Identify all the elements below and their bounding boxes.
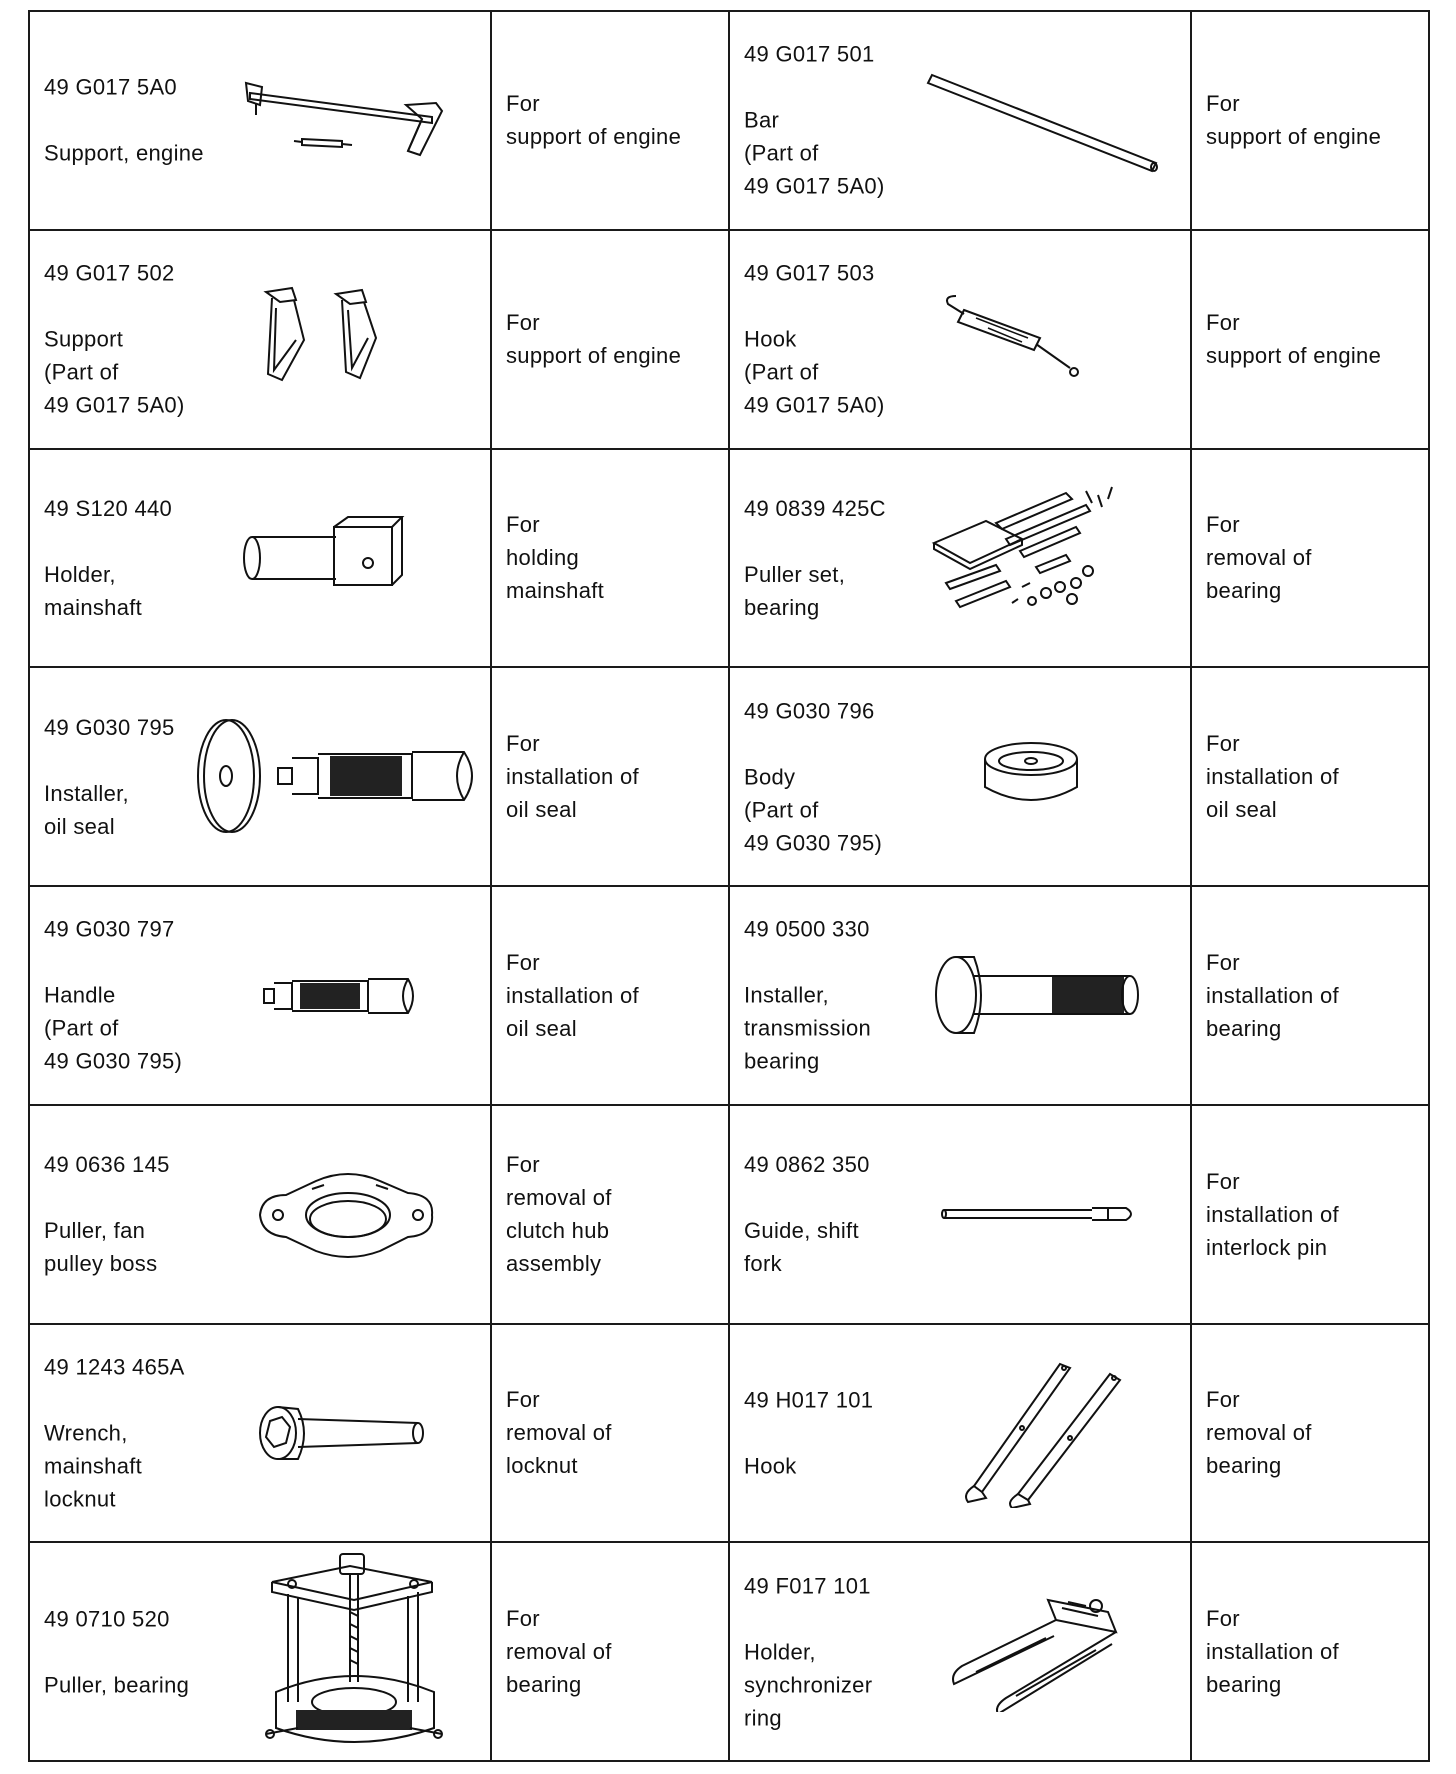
tool-cell	[729, 1324, 1191, 1543]
tool-name: Holder, synchronizer ring	[744, 1639, 873, 1731]
purpose-cell	[1191, 230, 1429, 449]
locknut-wrench-icon	[252, 1393, 432, 1473]
purpose-text: For installation of interlock pin	[1206, 1168, 1339, 1260]
purpose-text: For support of engine	[506, 310, 682, 369]
purpose-cell	[491, 1324, 729, 1543]
tool-name: Puller, bearing	[44, 1672, 190, 1698]
tool-cell	[729, 449, 1191, 668]
part-number: 49 G017 5A0	[44, 74, 177, 100]
tool-cell	[729, 667, 1191, 886]
tool-name: Puller, fan pulley boss	[44, 1218, 158, 1277]
tool-cell	[29, 886, 491, 1105]
purpose-text: For support of engine	[1206, 91, 1382, 150]
tool-row	[29, 11, 1429, 230]
handle-icon	[258, 965, 428, 1025]
purpose-text: For removal of bearing	[1206, 512, 1312, 604]
fan-pulley-puller-icon	[252, 1159, 442, 1269]
tool-name: Support, engine	[44, 140, 204, 166]
purpose-text: For holding mainshaft	[506, 512, 605, 604]
part-number: 49 0862 350	[744, 1152, 870, 1178]
tool-cell	[29, 667, 491, 886]
purpose-cell	[1191, 1324, 1429, 1543]
purpose-cell	[1191, 1105, 1429, 1324]
oil-seal-installer-icon	[182, 712, 492, 842]
tool-row	[29, 667, 1429, 886]
purpose-text: For installation of oil seal	[506, 949, 639, 1041]
purpose-text: For installation of oil seal	[506, 731, 639, 823]
tool-row	[29, 886, 1429, 1105]
tool-cell	[29, 449, 491, 668]
part-number: 49 G030 796	[744, 698, 875, 724]
bearing-hooks-icon	[952, 1358, 1132, 1508]
tool-cell	[29, 1105, 491, 1324]
purpose-cell	[491, 1105, 729, 1324]
part-number: 49 F017 101	[744, 1573, 871, 1599]
mainshaft-holder-icon	[232, 513, 412, 603]
purpose-cell	[491, 886, 729, 1105]
part-number: 49 G017 503	[744, 260, 875, 286]
purpose-text: For removal of locknut	[506, 1387, 612, 1479]
purpose-text: For installation of bearing	[1206, 949, 1339, 1041]
part-number: 49 1243 465A	[44, 1354, 185, 1380]
part-number: 49 0500 330	[744, 916, 870, 942]
tool-row	[29, 1324, 1429, 1543]
purpose-text: For installation of oil seal	[1206, 731, 1339, 823]
purpose-cell	[1191, 449, 1429, 668]
tool-row	[29, 1542, 1429, 1761]
tool-row	[29, 449, 1429, 668]
purpose-text: For support of engine	[1206, 310, 1382, 369]
engine-support-icon	[236, 75, 486, 165]
purpose-text: For removal of bearing	[1206, 1387, 1312, 1479]
support-hooks-icon	[252, 284, 412, 394]
part-number: 49 0636 145	[44, 1152, 170, 1178]
purpose-cell	[491, 449, 729, 668]
tool-cell	[29, 230, 491, 449]
purpose-text: For installation of bearing	[1206, 1606, 1339, 1698]
purpose-cell	[1191, 886, 1429, 1105]
special-tools-table	[28, 10, 1430, 1762]
tool-name: Installer, transmission bearing	[744, 982, 872, 1074]
part-number: 49 G030 795	[44, 714, 175, 740]
installer-body-icon	[976, 737, 1086, 817]
puller-set-icon	[926, 483, 1126, 633]
tool-name: Installer, oil seal	[44, 780, 129, 839]
tool-row	[29, 230, 1429, 449]
tool-row	[29, 1105, 1429, 1324]
tool-name: Hook (Part of 49 G017 5A0)	[744, 326, 885, 418]
tool-cell	[29, 11, 491, 230]
purpose-cell	[1191, 1542, 1429, 1761]
purpose-cell	[1191, 667, 1429, 886]
synchronizer-holder-icon	[936, 1592, 1136, 1712]
tool-name: Guide, shift fork	[744, 1218, 859, 1277]
purpose-text: For removal of clutch hub assembly	[506, 1152, 612, 1277]
tool-cell	[29, 1324, 491, 1543]
purpose-cell	[491, 11, 729, 230]
tool-name: Hook	[744, 1453, 797, 1479]
part-number: 49 G017 501	[744, 41, 875, 67]
tool-cell	[729, 230, 1191, 449]
shift-fork-guide-icon	[936, 1199, 1146, 1229]
hook-icon	[936, 284, 1096, 394]
part-number: 49 0710 520	[44, 1606, 170, 1632]
purpose-cell	[491, 1542, 729, 1761]
tool-name: Wrench, mainshaft locknut	[44, 1420, 143, 1512]
tool-name: Bar (Part of 49 G017 5A0)	[744, 107, 885, 199]
bearing-puller-icon	[258, 1552, 448, 1752]
tool-cell	[729, 11, 1191, 230]
part-number: 49 S120 440	[44, 495, 173, 521]
tool-name: Holder, mainshaft	[44, 561, 143, 620]
part-number: 49 G030 797	[44, 916, 175, 942]
tool-cell	[729, 886, 1191, 1105]
part-number: 49 G017 502	[44, 260, 175, 286]
tool-cell	[29, 1542, 491, 1761]
tool-name: Handle (Part of 49 G030 795)	[44, 982, 183, 1074]
purpose-cell	[491, 667, 729, 886]
part-number: 49 0839 425C	[744, 495, 886, 521]
purpose-text: For support of engine	[506, 91, 682, 150]
bearing-installer-icon	[930, 950, 1160, 1040]
purpose-text: For removal of bearing	[506, 1606, 612, 1698]
tool-name: Body (Part of 49 G030 795)	[744, 764, 883, 856]
purpose-cell	[1191, 11, 1429, 230]
tool-name: Puller set, bearing	[744, 561, 846, 620]
tool-cell	[729, 1105, 1191, 1324]
tool-name: Support (Part of 49 G017 5A0)	[44, 326, 185, 418]
tool-cell	[729, 1542, 1191, 1761]
bar-icon	[920, 65, 1170, 175]
purpose-cell	[491, 230, 729, 449]
part-number: 49 H017 101	[744, 1387, 874, 1413]
